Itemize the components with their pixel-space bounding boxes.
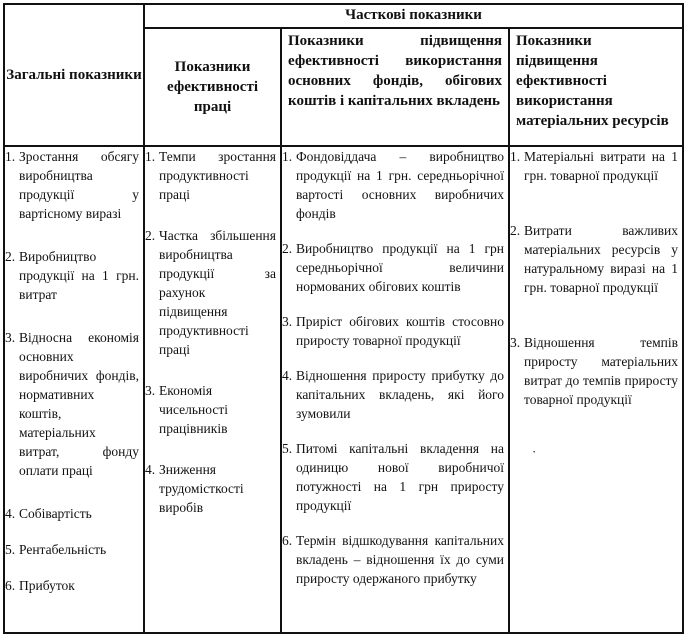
general-indicators-cell xyxy=(4,146,144,633)
list-item xyxy=(145,147,280,204)
item-number: 6. xyxy=(282,533,293,548)
item-text: Питомі капітальні вкладення на одиницю нової виробничої потужності на 1 грн приросту продукції xyxy=(296,441,504,513)
list-item xyxy=(5,540,143,559)
list-item xyxy=(282,439,508,515)
header-general-label: Загальні показники xyxy=(6,67,142,83)
list-item xyxy=(510,333,682,409)
item-text: Темпи зростання продуктивності праці xyxy=(159,149,276,202)
labor-efficiency-cell xyxy=(144,146,281,633)
item-number: 5. xyxy=(5,542,16,557)
item-text: Зниження трудомісткості виробів xyxy=(159,462,244,515)
materials-efficiency-list xyxy=(510,147,682,409)
item-text: Приріст обігових коштів стосовно приросту товарної продукції xyxy=(296,314,504,348)
item-number: 3. xyxy=(145,383,156,398)
general-indicators-list xyxy=(5,147,143,595)
item-number: 2. xyxy=(510,223,521,238)
item-text: Виробництво продукції на 1 грн. витрат xyxy=(19,249,139,302)
item-number: 1. xyxy=(145,149,156,164)
item-number: 2. xyxy=(5,249,16,264)
item-number: 4. xyxy=(5,506,16,521)
item-number: 1. xyxy=(282,149,293,164)
stray-mark: · xyxy=(532,444,537,459)
header-general-indicators xyxy=(4,4,144,146)
funds-efficiency-list xyxy=(282,147,508,588)
list-item xyxy=(282,312,508,350)
header-funds-efficiency xyxy=(281,28,509,146)
item-number: 2. xyxy=(282,241,293,256)
list-item xyxy=(145,381,280,438)
item-number: 4. xyxy=(282,368,293,383)
labor-efficiency-list xyxy=(145,147,280,517)
item-text: Рентабельність xyxy=(19,542,107,557)
header-partial-indicators xyxy=(144,4,683,28)
item-text: Термін відшкодування капітальних вкладень – відношення їх до суми приросту одержаного прибутку xyxy=(296,533,504,586)
item-text: Відношення темпів приросту матеріальних витрат до темпів приросту товарної продукції xyxy=(524,335,679,407)
funds-efficiency-cell xyxy=(281,146,509,633)
item-text: Зростання обсягу виробництва продукції у вартісному виразі xyxy=(19,149,139,221)
list-item xyxy=(5,504,143,523)
list-item xyxy=(282,147,508,223)
header-labor-efficiency-label: Показники ефективності праці xyxy=(167,59,258,115)
list-item xyxy=(5,247,143,304)
item-text: Собівартість xyxy=(19,506,92,521)
item-text: Економія чисельності працівників xyxy=(159,383,229,436)
item-text: Прибуток xyxy=(19,578,75,593)
item-number: 6. xyxy=(5,578,16,593)
header-materials-efficiency-label: Показники підвищення ефективності використання матеріальних ресурсів xyxy=(516,33,669,129)
item-text: Виробництво продукції на 1 грн середньорічної величини нормованих обігових коштів xyxy=(296,241,504,294)
header-labor-efficiency xyxy=(144,28,281,146)
list-item xyxy=(282,531,508,588)
list-item xyxy=(510,221,682,297)
item-text: Матеріальні витрати на 1 грн. товарної продукції xyxy=(524,149,679,183)
item-text: Фондовіддача – виробництво продукції на 1 грн. середньорічної вартості основних виробничих фондів xyxy=(296,149,504,221)
item-text: Відношення приросту прибутку до капітальних вкладень, які його зумовили xyxy=(296,368,504,421)
item-number: 1. xyxy=(5,149,16,164)
item-number: 3. xyxy=(510,335,521,350)
list-item xyxy=(5,576,143,595)
list-item xyxy=(145,460,280,517)
list-item xyxy=(282,239,508,296)
list-item xyxy=(145,226,280,359)
item-text: Витрати важливих матеріальних ресурсів у натуральному виразі на 1 грн. товарної продукції xyxy=(524,223,679,295)
item-number: 1. xyxy=(510,149,521,164)
list-item xyxy=(5,147,143,223)
list-item xyxy=(5,328,143,480)
indicators-table xyxy=(3,3,684,634)
item-number: 3. xyxy=(5,330,16,345)
item-number: 3. xyxy=(282,314,293,329)
item-number: 2. xyxy=(145,228,156,243)
item-number: 5. xyxy=(282,441,293,456)
list-item xyxy=(510,147,682,185)
header-materials-efficiency xyxy=(509,28,683,146)
materials-efficiency-cell xyxy=(509,146,683,633)
list-item xyxy=(282,366,508,423)
item-text: Відносна економія основних виробничих фондів, нормативних коштів, матеріальних витрат, фонду оплати праці xyxy=(19,330,139,478)
item-text: Частка збільшення виробництва продукції за рахунок підвищення продуктивності праці xyxy=(159,228,276,357)
header-funds-efficiency-label: Показники підвищення ефективності використання основних фондів, обігових коштів і капітальних вкладень xyxy=(288,33,502,109)
item-number: 4. xyxy=(145,462,156,477)
header-partial-label: Часткові показники xyxy=(345,7,482,23)
